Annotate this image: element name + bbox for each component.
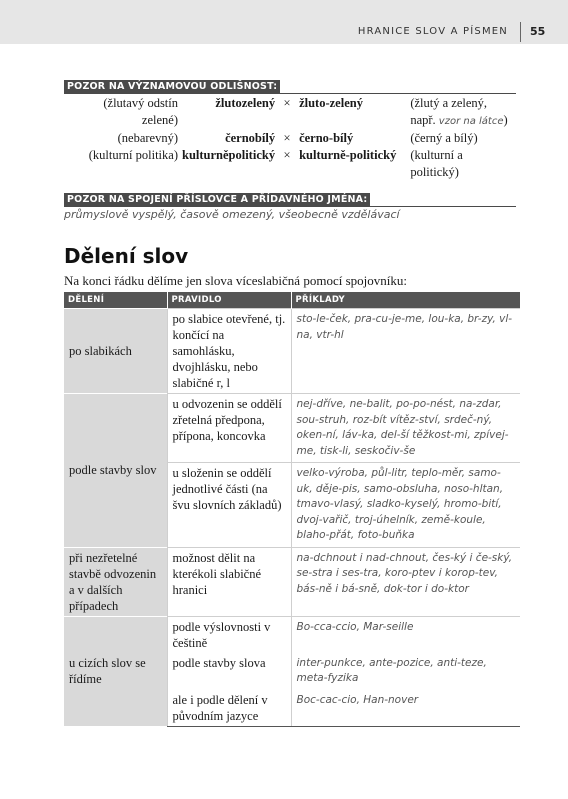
explanation-text: (žlutý a zelený,: [410, 96, 488, 110]
table-row: [64, 547, 520, 616]
rule-cell: u odvozenin se oddělí zřetelná předpona, přípona, koncovka: [167, 394, 291, 463]
hyphenated-word: kulturně-politický: [299, 148, 397, 162]
examples-cell: sto-le-ček, pra-cu-je-me, lou-ka, br-zy, vl-na, vtr-hl: [291, 309, 520, 394]
section-intro: Na konci řádku dělíme jen slova víceslabičná pomocí spojovníku:: [64, 273, 407, 288]
pozor-row: [64, 95, 510, 130]
explanation: (kulturní a politický): [410, 148, 463, 179]
rule-cell: ale i podle dělení v původním jazyce: [167, 690, 291, 727]
column-header: PRAVIDLO: [167, 292, 291, 309]
examples-cell: inter-punkce, ante-pozice, anti-teze, meta-fyzika: [291, 653, 520, 690]
paren-note: (kulturní politika): [88, 148, 178, 162]
rule-cell: podle stavby slova: [167, 653, 291, 690]
hyphenated-word: žluto-zelený: [299, 96, 363, 110]
hint-text: vzor na látce: [438, 116, 504, 127]
page-header-bar: [0, 0, 568, 44]
page-number: 55: [530, 25, 546, 38]
explanation-text: ): [503, 113, 508, 127]
examples-cell: na-dchnout i nad-chnout, čes-ký i če-ský, se-stra i ses-tra, koro-ptev i korop-tev, bás-ně i bá-sně, dok-tor i do-ktor: [291, 547, 520, 616]
compound-word: kulturněpolitický: [182, 148, 276, 162]
column-header: PŘÍKLADY: [291, 292, 520, 309]
section-title: Dělení slov: [64, 244, 189, 268]
pozor-row: [64, 147, 510, 181]
examples-cell: nej-dříve, ne-balit, po-po-nést, na-zdar, sou-struh, roz-bít vítěz-ství, srdeč-ný, oken-ní, láv-ka, del-ší těžkost-mi, zpívej-me, tisk-li, seskočiv-še: [291, 394, 520, 463]
table-row: [64, 309, 520, 394]
word-division-table: [64, 292, 520, 727]
compound-word: černobílý: [225, 131, 276, 145]
category-cell: podle stavby slov: [64, 394, 167, 548]
pozor-rule-2: [64, 206, 516, 207]
rule-cell: možnost dělit na kterékoli slabičné hranici: [167, 547, 291, 616]
table-row: [64, 616, 520, 653]
header-divider: [520, 22, 521, 42]
paren-note: (žlutavý odstín zelené): [103, 96, 178, 127]
running-head: HRANICE SLOV A PÍSMEN: [357, 26, 508, 37]
meaning-difference-table: [64, 95, 510, 181]
paren-note: (nebarevný): [117, 131, 178, 145]
category-cell: při nezřetelné stavbě odvozenin a v dalších případech: [64, 547, 167, 616]
contrast-sign: ×: [283, 148, 291, 162]
explanation: [398, 95, 509, 130]
pozor-row: [64, 130, 510, 147]
column-header: DĚLENÍ: [64, 292, 167, 309]
adverb-adjective-examples: průmyslově vyspělý, časově omezený, všeobecně vzdělávací: [64, 208, 400, 221]
examples-cell: velko-výroba, půl-litr, teplo-měr, samo-uk, děje-pis, samo-obsluha, noso-hltan, tmavo-vlasý, sladko-kyselý, hromo-bití, dvoj-vařič, troj-úhelník, země-koule, blaho-přát, foto-buňka: [291, 463, 520, 548]
explanation-text: např.: [410, 113, 436, 127]
contrast-sign: ×: [283, 96, 291, 110]
table-row: [64, 394, 520, 463]
pozor-rule-1: [64, 93, 516, 94]
table-header-row: [64, 292, 520, 309]
rule-cell: u složenin se oddělí jednotlivé části (na švu slovních základů): [167, 463, 291, 548]
hyphenated-word: černo-bílý: [299, 131, 354, 145]
compound-word: žlutozelený: [215, 96, 276, 110]
category-cell: po slabikách: [64, 309, 167, 394]
contrast-sign: ×: [283, 131, 291, 145]
rule-cell: po slabice otevřené, tj. končící na samohlásku, dvojhlásku, nebo slabičné r, l: [167, 309, 291, 394]
explanation: (černý a bílý): [410, 131, 478, 145]
pozor-label-2: POZOR NA SPOJENÍ PŘÍSLOVCE A PŘÍDAVNÉHO JMÉNA:: [64, 193, 370, 206]
rule-cell: podle výslovnosti v češtině: [167, 616, 291, 653]
examples-cell: Bo-cca-ccio, Mar-seille: [291, 616, 520, 653]
examples-cell: Boc-cac-cio, Han-nover: [291, 690, 520, 727]
pozor-label-1: POZOR NA VÝZNAMOVOU ODLIŠNOST:: [64, 80, 280, 93]
category-cell: u cizích slov se řídíme: [64, 616, 167, 726]
